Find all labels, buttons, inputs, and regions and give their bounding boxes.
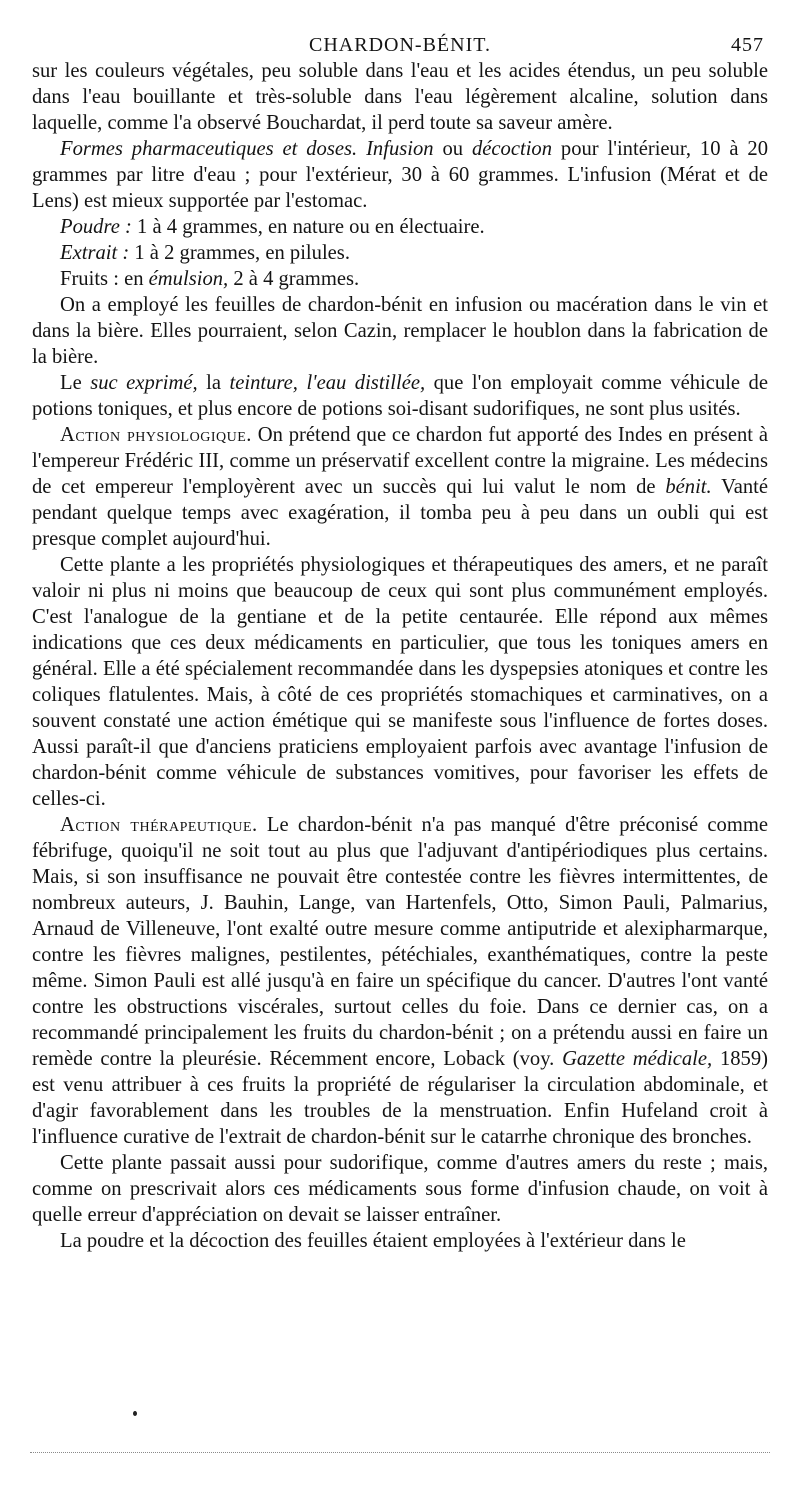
paragraph-poudre-decoction: La poudre et la décoction des feuilles étaient employées à l'extérieur dans le bbox=[60, 1230, 686, 1252]
running-title: CHARDON-BÉNIT. bbox=[309, 34, 491, 56]
action-physiologique-heading: Action physiologique. bbox=[60, 424, 252, 446]
physiologique-text-b: Vanté pendant quelque temps avec exagération, il tomba peu à peu dans un oubli qui est presque complet aujourd'hui. bbox=[32, 476, 769, 550]
gazette-medicale-citation: Gazette médicale, bbox=[562, 1048, 713, 1070]
paragraph-fruits bbox=[32, 266, 768, 292]
extrait-text: 1 à 2 grammes, en pilules. bbox=[129, 242, 350, 264]
paragraph-solubility: sur les couleurs végétales, peu soluble dans l'eau et les acides étendus, un peu soluble dans l'eau bouillante et très-soluble dans l'eau légèrement alcaline, solution dans laquelle, comme l'a observé Bouchardat, il perd toute sa saveur amère. bbox=[32, 60, 768, 134]
paragraph-poudre bbox=[32, 214, 768, 240]
forms-doses-heading: Formes pharmaceutiques et doses. bbox=[60, 138, 358, 160]
benit-term: bénit. bbox=[665, 476, 712, 498]
paragraph-suc-exprime bbox=[32, 370, 768, 422]
infusion-term: Infusion bbox=[366, 138, 434, 160]
suc-text-b: la bbox=[197, 372, 230, 394]
poudre-text: 1 à 4 grammes, en nature ou en électuaire. bbox=[131, 216, 485, 238]
physiologique-text-a: On prétend que ce chardon fut apporté des Indes en présent à l'empereur Frédéric III, comme un préservatif excellent contre la migraine. Les médecins de cet empereur l'employèrent avec un succès qui lui valut le nom de bbox=[32, 424, 768, 498]
running-header bbox=[32, 28, 768, 58]
suc-text-a: Le bbox=[60, 372, 91, 394]
paragraph-action-physiologique bbox=[32, 422, 768, 552]
therapeutique-text-a: Le chardon-bénit n'a pas manqué d'être préconisé comme fébrifuge, quoiqu'il ne soit tout au plus que l'adjuvant d'antipériodiques plus certains. Mais, si son insuffisance ne pouvait être contestée contre les fièvres intermittentes, de nombreux auteurs, J. Bauhin, Lange, van Hartenfels, Otto, Simon Pauli, Palmarius, Arnaud de Villeneuve, l'ont exalté outre mesure comme antiputride et alexipharmarque, contre les fièvres malignes, pestilentes, pétéchiales, exanthématiques, contre la peste même. Simon Pauli est allé jusqu'à en faire un spécifique du cancer. D'autres l'ont vanté contre les obstructions viscérales, surtout celles du foie. Dans ce dernier cas, on a recommandé principalement les fruits du chardon-bénit ; on a prétendu aussi en faire un remède contre la pleurésie. Récemment encore, Loback (voy. bbox=[32, 814, 768, 1070]
paragraph-extrait bbox=[32, 240, 768, 266]
paragraph-sudorifique: Cette plante passait aussi pour sudorifique, comme d'autres amers du reste ; mais, comme on prescrivait alors ces médicaments sous forme d'infusion chaude, on voit à quelle erreur d'appréciation on devait se laisser entraîner. bbox=[32, 1152, 768, 1226]
extrait-label: Extrait : bbox=[60, 242, 130, 264]
paragraph-feuilles: On a employé les feuilles de chardon-bénit en infusion ou macération dans le vin et dans la bière. Elles pourraient, selon Cazin, remplacer le houblon dans la fabrication de la bière. bbox=[32, 294, 768, 368]
suc-exprime-term: suc exprimé, bbox=[90, 372, 198, 394]
paragraph-action-therapeutique bbox=[32, 812, 768, 1150]
forms-doses-text: pour l'intérieur, 10 à 20 grammes par litre d'eau ; pour l'extérieur, 30 à 60 grammes. L'infusion (Mérat et de Lens) est mieux supportée par l'estomac. bbox=[32, 138, 769, 212]
emulsion-term: émulsion, bbox=[148, 268, 229, 290]
poudre-label: Poudre : bbox=[60, 216, 132, 238]
action-therapeutique-heading: Action thérapeutique. bbox=[60, 814, 258, 836]
page-number: 457 bbox=[731, 34, 764, 56]
eau-distillee-term: l'eau distillée, bbox=[306, 372, 426, 394]
footer-dotted-rule bbox=[30, 1452, 770, 1455]
paragraph-forms-doses bbox=[32, 136, 768, 214]
fruits-text-b: 2 à 4 grammes. bbox=[228, 268, 360, 290]
therapeutique-text-b: 1859) est venu attribuer à ces fruits la propriété de régulariser la circulation abdominale, et d'agir favorablement dans les troubles de la menstruation. Enfin Hufeland croit à l'influence curative de l'extrait de chardon-bénit sur le catarrhe chronique des bronches. bbox=[32, 1048, 768, 1148]
fruits-text-a: Fruits : en bbox=[60, 268, 149, 290]
suc-text-d: que l'on employait comme véhicule de potions toniques, et plus encore de potions soi-disant sudorifiques, ne sont plus usités. bbox=[32, 372, 768, 420]
page bbox=[32, 28, 768, 1254]
decoction-term: décoction bbox=[471, 138, 553, 160]
ou-text: ou bbox=[433, 138, 472, 160]
paragraph-proprietes: Cette plante a les propriétés physiologiques et thérapeutiques des amers, et ne paraît valoir ni plus ni moins que beaucoup de ceux qui sont plus communément employés. C'est l'analogue de la gentiane et de la petite centaurée. Elle répond aux mêmes indications que ces deux médicaments en particulier, que tous les toniques amers en général. Elle a été spécialement recommandée dans les dyspepsies atoniques et contre les coliques flatulentes. Mais, à côté de ces propriétés stomachiques et carminatives, on a souvent constaté une action émétique qui se manifeste sous l'influence de fortes doses. Aussi paraît-il que d'anciens praticiens employaient parfois avec avantage l'infusion de chardon-bénit comme véhicule de substances vomitives, pour favoriser les effets de celles-ci. bbox=[32, 554, 768, 810]
teinture-term: teinture, bbox=[229, 372, 298, 394]
ink-speck bbox=[133, 1411, 137, 1416]
